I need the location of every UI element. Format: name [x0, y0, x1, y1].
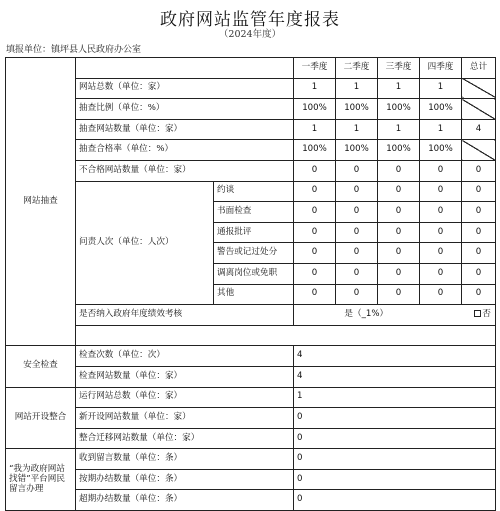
col-total: 总计	[462, 58, 496, 79]
cell-q1: 0	[294, 202, 336, 223]
cell-q4: 0	[420, 263, 462, 284]
cell-q2: 1	[336, 78, 378, 99]
cell-q4: 0	[420, 160, 462, 181]
cell-value: 0	[294, 408, 496, 429]
cell-total: 0	[462, 160, 496, 181]
row-label: 检查次数（单位：次）	[76, 346, 294, 367]
cell-q4: 100%	[420, 140, 462, 161]
row-label: 其他	[214, 284, 294, 305]
cell-value: 4	[294, 346, 496, 367]
row-label: 按期办结数量（单位：条）	[76, 469, 294, 490]
section-label-messages: “我为政府网站找错”平台网民留言办理	[6, 449, 76, 511]
row-label: 整合迁移网站数量（单位：家）	[76, 428, 294, 449]
table-row	[6, 305, 496, 326]
cell-total: 0	[462, 202, 496, 223]
cell-value: 0	[294, 428, 496, 449]
row-label: 不合格网站数量（单位：家）	[76, 160, 294, 181]
cell-q3: 0	[378, 222, 420, 243]
performance-no-option	[391, 310, 491, 320]
cell-q1: 0	[294, 284, 336, 305]
accountability-label: 问责人次（单位：人次）	[76, 181, 214, 305]
row-label: 调离岗位或免职	[214, 263, 294, 284]
cell-q2: 1	[336, 119, 378, 140]
table-row	[6, 140, 496, 161]
cell-q2: 0	[336, 160, 378, 181]
row-label: 抽查合格率（单位：%）	[76, 140, 294, 161]
cell-q1: 1	[294, 78, 336, 99]
table-row	[6, 160, 496, 181]
cell-q4: 100%	[420, 99, 462, 120]
cell-q2: 0	[336, 263, 378, 284]
cell-q4: 1	[420, 78, 462, 99]
cell-q1: 100%	[294, 140, 336, 161]
cell-q1: 100%	[294, 99, 336, 120]
row-label: 超期办结数量（单位：条）	[76, 490, 294, 511]
cell-q1: 0	[294, 222, 336, 243]
table-row	[6, 490, 496, 511]
header-blank	[76, 58, 294, 79]
cell-q2: 0	[336, 284, 378, 305]
report-title: 政府网站监管年度报表	[160, 10, 340, 30]
cell-q3: 1	[378, 78, 420, 99]
cell-total-na	[462, 78, 496, 99]
cell-total: 0	[462, 222, 496, 243]
cell-value: 4	[294, 366, 496, 387]
report-year: （2024年度）	[218, 29, 282, 40]
col-q3: 三季度	[378, 58, 420, 79]
cell-value: 1	[294, 387, 496, 408]
table-row	[6, 181, 496, 202]
reporting-unit: 填报单位：镇坪县人民政府办公室	[6, 45, 142, 55]
cell-q3: 1	[378, 119, 420, 140]
cell-total: 0	[462, 284, 496, 305]
cell-q1: 0	[294, 243, 336, 264]
cell-q3: 0	[378, 160, 420, 181]
cell-q1: 1	[294, 119, 336, 140]
cell-q2: 0	[336, 243, 378, 264]
cell-q3: 100%	[378, 140, 420, 161]
performance-no-label: 否	[482, 308, 491, 319]
table-row	[6, 449, 496, 470]
cell-q3: 0	[378, 263, 420, 284]
row-label: 抽查比例（单位：%）	[76, 99, 294, 120]
row-label: 新开设网站数量（单位：家）	[76, 408, 294, 429]
row-label: 检查网站数量（单位：家）	[76, 366, 294, 387]
row-label: 运行网站总数（单位：家）	[76, 387, 294, 408]
cell-total-na	[462, 99, 496, 120]
cell-q3: 100%	[378, 99, 420, 120]
cell-q2: 0	[336, 181, 378, 202]
row-label: 通报批评	[214, 222, 294, 243]
section-label-consolidation: 网站开设整合	[6, 387, 76, 449]
cell-q4: 0	[420, 243, 462, 264]
cell-q4: 0	[420, 181, 462, 202]
section-label-security: 安全检查	[6, 346, 76, 387]
cell-total: 0	[462, 243, 496, 264]
cell-q2: 0	[336, 202, 378, 223]
performance-options	[294, 305, 496, 326]
cell-total: 4	[462, 119, 496, 140]
table-row	[6, 325, 496, 346]
cell-total-na	[462, 140, 496, 161]
table-row	[6, 428, 496, 449]
col-q4: 四季度	[420, 58, 462, 79]
row-label: 约谈	[214, 181, 294, 202]
column-header-row	[6, 58, 496, 79]
cell-q2: 100%	[336, 140, 378, 161]
cell-value: 0	[294, 449, 496, 470]
table-row	[6, 99, 496, 120]
spacer-cell	[76, 325, 496, 346]
col-q1: 一季度	[294, 58, 336, 79]
row-label: 网站总数（单位：家）	[76, 78, 294, 99]
table-row	[6, 78, 496, 99]
row-label: 书面检查	[214, 202, 294, 223]
cell-q1: 0	[294, 263, 336, 284]
cell-q4: 0	[420, 284, 462, 305]
cell-total: 0	[462, 263, 496, 284]
col-q2: 二季度	[336, 58, 378, 79]
report-table	[5, 57, 496, 511]
section-label-website: 网站抽查	[6, 58, 76, 346]
row-label: 收到留言数量（单位：条）	[76, 449, 294, 470]
table-row	[6, 366, 496, 387]
cell-q3: 0	[378, 202, 420, 223]
table-row	[6, 346, 496, 367]
cell-q2: 0	[336, 222, 378, 243]
table-row	[6, 408, 496, 429]
cell-q4: 0	[420, 202, 462, 223]
table-row	[6, 469, 496, 490]
table-row	[6, 119, 496, 140]
cell-q1: 0	[294, 160, 336, 181]
cell-q4: 0	[420, 222, 462, 243]
cell-q2: 100%	[336, 99, 378, 120]
cell-q3: 0	[378, 181, 420, 202]
cell-q1: 0	[294, 181, 336, 202]
cell-value: 0	[294, 469, 496, 490]
row-label: 警告或记过处分	[214, 243, 294, 264]
cell-q3: 0	[378, 284, 420, 305]
performance-label: 是否纳入政府年度绩效考核	[76, 305, 294, 326]
checkbox-icon	[474, 310, 481, 317]
cell-total: 0	[462, 181, 496, 202]
cell-value: 0	[294, 490, 496, 511]
row-label: 抽查网站数量（单位：家）	[76, 119, 294, 140]
cell-q4: 1	[420, 119, 462, 140]
table-row	[6, 387, 496, 408]
cell-q3: 0	[378, 243, 420, 264]
performance-yes: 是（_1%）	[344, 308, 389, 319]
